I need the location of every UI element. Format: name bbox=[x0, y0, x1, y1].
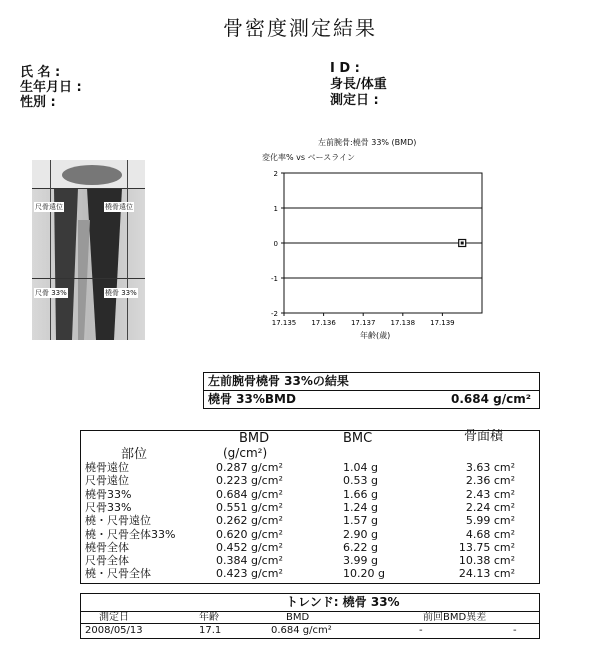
x-tick-label: 17.138 bbox=[390, 319, 416, 327]
height-weight-label: 身長/体重 bbox=[330, 77, 387, 92]
radius-distal-label: 橈骨遠位 bbox=[105, 203, 133, 211]
cell-site: 橈骨全体 bbox=[85, 540, 129, 554]
cell-bmd: 0.684 g/cm² bbox=[216, 487, 283, 501]
result-metric-label: 橈骨 33%BMD bbox=[208, 392, 296, 406]
cell-bmd: 0.551 g/cm² bbox=[216, 500, 283, 514]
page-title: 骨密度測定結果 bbox=[223, 16, 377, 40]
cell-bmc: 1.04 g bbox=[343, 461, 378, 474]
name-label: 氏 名 : bbox=[20, 65, 61, 80]
id-label: I D : bbox=[330, 61, 360, 76]
cell-bmc: 3.99 g bbox=[343, 554, 378, 568]
header-bmd-unit: (g/cm²) bbox=[223, 446, 268, 460]
cell-site: 尺骨遠位 bbox=[85, 474, 129, 488]
cell-site: 橈骨33% bbox=[85, 487, 132, 501]
chart-points bbox=[459, 240, 466, 247]
scan-bones-graphic bbox=[32, 160, 145, 340]
cell-bmc: 0.53 g bbox=[343, 474, 378, 488]
trend-row-diff: - bbox=[419, 625, 423, 636]
cell-bmc: 1.66 g bbox=[343, 487, 378, 501]
cell-bmd: 0.287 g/cm² bbox=[216, 461, 283, 474]
x-tick-label: 17.137 bbox=[350, 319, 376, 327]
result-metric-value: 0.684 g/cm² bbox=[451, 392, 531, 406]
x-tick-label: 17.135 bbox=[271, 319, 297, 327]
cell-bmc: 1.24 g bbox=[343, 500, 378, 514]
trend-row-date: 2008/05/13 bbox=[85, 625, 143, 636]
x-tick-label: 17.136 bbox=[311, 319, 336, 327]
cell-area: 4.68 cm² bbox=[465, 527, 515, 541]
result-box bbox=[203, 372, 540, 409]
cell-area: 13.75 cm² bbox=[458, 540, 515, 554]
cell-site: 尺骨全体 bbox=[85, 554, 129, 568]
cell-bmc: 10.20 g bbox=[343, 567, 385, 581]
trend-table bbox=[80, 593, 540, 639]
trend-header-diff: 前回BMD異差 bbox=[423, 612, 487, 623]
result-metric-row bbox=[204, 391, 539, 408]
cell-area: 2.24 cm² bbox=[465, 500, 515, 514]
cell-bmd: 0.423 g/cm² bbox=[216, 567, 283, 581]
bmd-trend-chart bbox=[262, 165, 492, 345]
cell-site: 橈・尺骨全体33% bbox=[85, 527, 176, 541]
radius-33-label: 橈骨 33% bbox=[105, 289, 137, 297]
result-heading-text: 左前腕骨橈骨 33%の結果 bbox=[208, 374, 349, 388]
cell-bmd: 0.452 g/cm² bbox=[216, 540, 283, 554]
cell-bmd: 0.262 g/cm² bbox=[216, 514, 283, 528]
cell-bmc: 1.57 g bbox=[343, 514, 378, 528]
chart-x-ticks bbox=[272, 313, 455, 327]
chart-y-ticks bbox=[271, 170, 284, 318]
cell-area: 5.99 cm² bbox=[465, 514, 515, 528]
trend-row-age: 17.1 bbox=[199, 625, 222, 636]
chart-y-label: 変化率% vs ベースライン bbox=[262, 153, 355, 162]
cell-area: 2.36 cm² bbox=[465, 474, 515, 488]
birthdate-label: 生年月日 : bbox=[20, 80, 82, 95]
header-bmc: BMC bbox=[343, 431, 373, 446]
cell-bmc: 2.90 g bbox=[343, 527, 378, 541]
cell-bmd: 0.223 g/cm² bbox=[216, 474, 283, 488]
x-tick-label: 17.139 bbox=[430, 319, 455, 327]
cell-area: 3.63 cm² bbox=[465, 461, 515, 474]
y-tick-label: -2 bbox=[271, 310, 278, 318]
chart-title: 左前腕骨:橈骨 33% (BMD) bbox=[318, 138, 417, 147]
chart-grid bbox=[284, 208, 482, 278]
cell-bmd: 0.384 g/cm² bbox=[216, 554, 283, 568]
chart-point-core bbox=[461, 242, 464, 245]
y-tick-label: -1 bbox=[271, 275, 278, 283]
y-tick-label: 0 bbox=[273, 240, 278, 248]
y-tick-label: 1 bbox=[273, 205, 278, 213]
sex-label: 性別 : bbox=[20, 95, 56, 110]
trend-header-date: 測定日 bbox=[99, 612, 129, 623]
chart-x-label: 年齢(歳) bbox=[360, 331, 391, 340]
cell-bmd: 0.620 g/cm² bbox=[216, 527, 283, 541]
cell-area: 10.38 cm² bbox=[458, 554, 515, 568]
trend-row-bmd: 0.684 g/cm² bbox=[271, 625, 332, 636]
cell-site: 橈・尺骨全体 bbox=[85, 567, 151, 581]
trend-heading: トレンド: 橈骨 33% bbox=[286, 595, 400, 609]
cell-site: 橈骨遠位 bbox=[85, 461, 129, 474]
y-tick-label: 2 bbox=[273, 170, 278, 178]
header-site: 部位 bbox=[121, 447, 148, 462]
forearm-scan-image bbox=[32, 160, 145, 340]
cell-site: 尺骨33% bbox=[85, 500, 132, 514]
header-bmd: BMD bbox=[239, 431, 270, 446]
header-area: 骨面積 bbox=[464, 429, 504, 444]
ulna-distal-label: 尺骨遠位 bbox=[35, 203, 63, 211]
cell-bmc: 6.22 g bbox=[343, 540, 378, 554]
cell-area: 2.43 cm² bbox=[465, 487, 515, 501]
cell-site: 橈・尺骨遠位 bbox=[85, 514, 151, 528]
trend-header-bmd: BMD bbox=[286, 612, 310, 623]
result-heading bbox=[204, 373, 539, 391]
trend-row-diff2: - bbox=[513, 625, 517, 636]
ulna-33-label: 尺骨 33% bbox=[35, 289, 67, 297]
trend-header-age: 年齢 bbox=[199, 612, 219, 623]
measurement-table bbox=[80, 430, 540, 584]
measure-date-label: 測定日 : bbox=[330, 93, 379, 108]
cell-area: 24.13 cm² bbox=[458, 567, 515, 581]
